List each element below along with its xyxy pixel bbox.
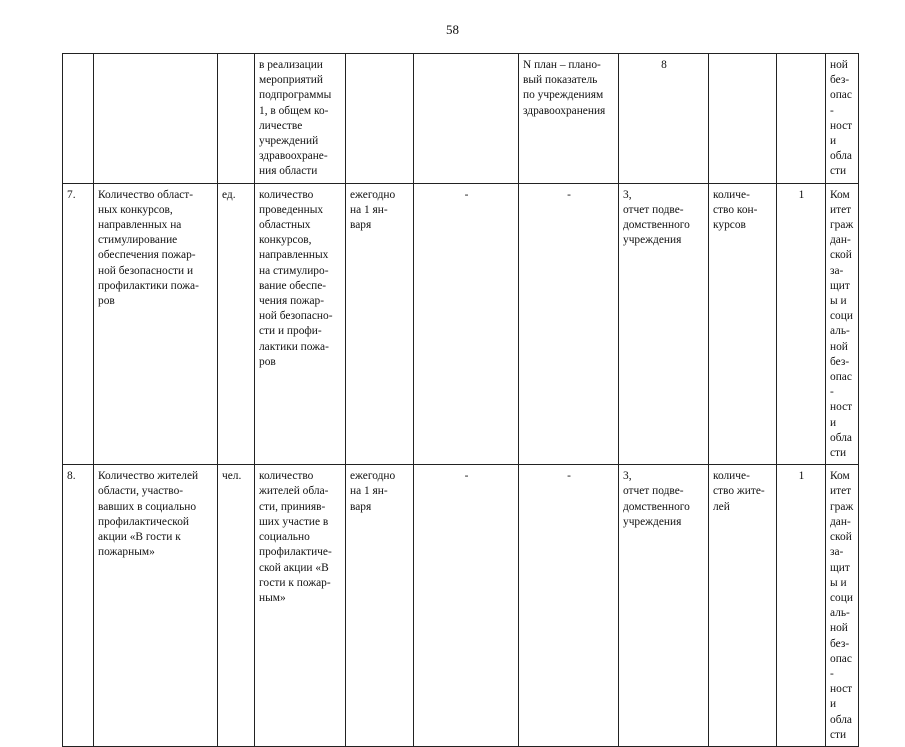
table-row [63, 465, 859, 747]
definition-cell: количество проведенных областных конкурсов, направленных на стимулиро- вание обеспе- чения пожар- ной безопасно- сти и профи- лактики пожа- ров [255, 183, 346, 465]
indicator-name-cell: Количество жителей области, участво- вавших в социально профилактической акции «В гости к пожарным» [94, 465, 218, 747]
formula-cell: N план – плано- вый показатель по учреждениям здравоохранения [519, 54, 619, 184]
row-number-cell [63, 54, 94, 184]
row-number-cell: 8. [63, 465, 94, 747]
table-row [63, 54, 859, 184]
observation-object-cell: количе- ство кон- курсов [709, 183, 777, 465]
base-indicator-cell: - [414, 183, 519, 465]
page-number: 58 [446, 22, 459, 37]
row-number-cell: 7. [63, 183, 94, 465]
base-indicator-cell [414, 54, 519, 184]
periodicity-cell [346, 54, 414, 184]
coverage-cell [777, 54, 826, 184]
definition-cell: количество жителей обла- сти, принияв- ших участие в социально профилактиче- ской акции «В гости к пожар- ным» [255, 465, 346, 747]
responsible-cell: Комитет граждан- ской за- щиты и социаль- ной без- опас- ности области [826, 183, 859, 465]
formula-cell: - [519, 465, 619, 747]
collection-method-cell: 3, отчет подве- домственного учреждения [619, 465, 709, 747]
periodicity-cell: ежегодно на 1 ян- варя [346, 183, 414, 465]
responsible-cell: ной без- опас- ности области [826, 54, 859, 184]
table-row [63, 183, 859, 465]
collection-method-cell: 3, отчет подве- домственного учреждения [619, 183, 709, 465]
indicators-table [62, 53, 859, 747]
unit-cell: ед. [218, 183, 255, 465]
unit-cell: чел. [218, 465, 255, 747]
collection-method-cell: 8 [619, 54, 709, 184]
responsible-cell: Комитет граждан- ской за- щиты и социаль- ной без- опас- ности области [826, 465, 859, 747]
periodicity-cell: ежегодно на 1 ян- варя [346, 465, 414, 747]
unit-cell [218, 54, 255, 184]
definition-cell: в реализации мероприятий подпрограммы 1, в общем ко- личестве учреждений здравоохране- ния области [255, 54, 346, 184]
coverage-cell: 1 [777, 465, 826, 747]
formula-cell: - [519, 183, 619, 465]
base-indicator-cell: - [414, 465, 519, 747]
observation-object-cell: количе- ство жите- лей [709, 465, 777, 747]
coverage-cell: 1 [777, 183, 826, 465]
observation-object-cell [709, 54, 777, 184]
indicator-name-cell: Количество област- ных конкурсов, направленных на стимулирование обеспечения пожар- ной безопасности и профилактики пожа- ров [94, 183, 218, 465]
indicator-name-cell [94, 54, 218, 184]
